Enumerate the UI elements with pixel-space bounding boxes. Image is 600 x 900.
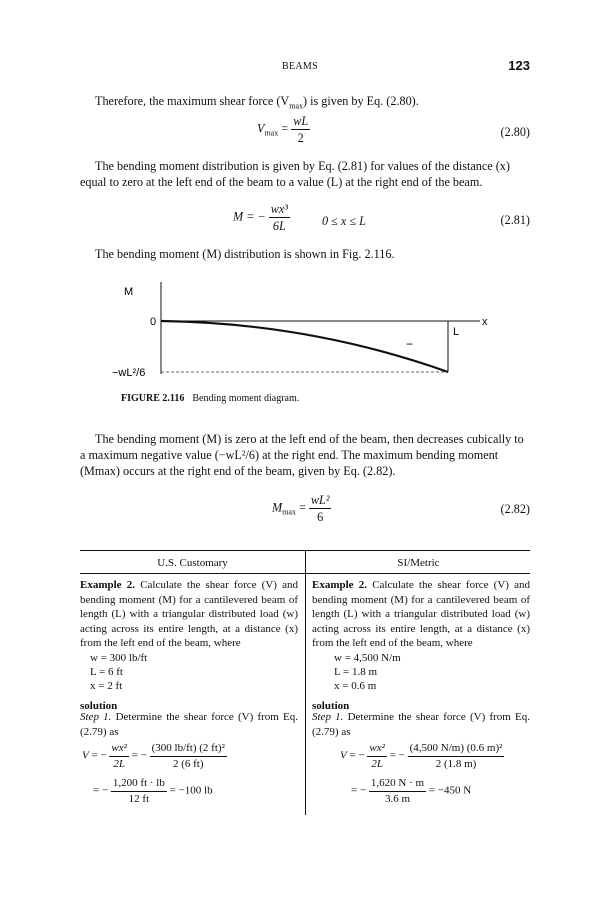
equation-2-82: $M_{max}$ = $\frac{\text{wL²}}{6}$ — [272, 493, 330, 524]
equation-number-2-81: (2.81) — [500, 213, 530, 227]
column-head-us: U.S. Customary — [157, 557, 228, 569]
figure-caption: FIGURE 2.116 Bending moment diagram. — [121, 393, 300, 404]
step-si: Step 1. Determine the shear force (V) from Eq. (2.79) as — [312, 711, 530, 738]
values-us: w = 300 lb/ft L = 6 ft x = 2 ft — [90, 652, 148, 692]
shear-eq1-si: V = − $\frac{\text{wx²}}{2L}$ = − $\frac{\text{(4,500 N/m) (0.6 m)²}}{2 (1.8 m)}$ — [340, 742, 503, 770]
sign-label: − — [406, 337, 414, 351]
bending-moment-diagram — [110, 278, 500, 398]
solution-label-us: solution — [80, 700, 118, 712]
example-us: Example 2. Calculate the shear force (V) and bending moment (M) for a cantilevered beam of length (L) with a triangular distributed load (w) acting across its entire length, at a distance (x) from the left end of the beam, where — [80, 579, 299, 649]
equation-number-2-82: (2.82) — [500, 502, 530, 516]
equation-2-81: M = − $\frac{\text{wx³}}{6L}$ — [233, 202, 288, 233]
shear-eq1-us: V = − $\frac{\text{wx²}}{2L}$ = − $\frac{\text{(300 lb/ft) (2 ft)²}}{2 (6 ft)}$ — [82, 742, 225, 770]
axis-y-label: M — [124, 286, 134, 298]
table-divider — [305, 550, 306, 815]
equation-2-81-range: 0 ≤ x ≤ L — [322, 214, 366, 228]
equation-number-2-80: (2.80) — [500, 125, 530, 139]
example-si: Example 2. Calculate the shear force (V) and bending moment (M) for a cantilevered beam of length (L) with a triangular distributed load (w) acting across its entire length, at a distance (x) from the left end of the beam, where — [312, 579, 531, 649]
paragraph-1: Therefore, the maximum shear force $(V_{max})$ is given by Eq. (2.80). — [95, 94, 419, 111]
length-label: L — [453, 326, 460, 338]
step-us: Step 1. Determine the shear force (V) from Eq. (2.79) as — [80, 711, 298, 738]
paragraph-3: The bending moment (M) distribution is shown in Fig. 2.116. — [95, 247, 395, 261]
page-number: 123 — [508, 58, 530, 73]
values-si: w = 4,500 N/m L = 1.8 m x = 0.6 m — [334, 652, 401, 692]
shear-eq2-us: = − $\frac{1,200 ft \cdot lb}{12 ft}$ = −100 lb — [93, 777, 213, 805]
solution-label-si: solution — [312, 700, 350, 712]
paragraph-4: The bending moment (M) is zero at the left end of the beam, then decreases cubically to a maximum negative value (−wL²/6) at the right end. The maximum bending moment (Mmax) occurs at the right end of the beam, given by Eq. (2.82). — [80, 432, 524, 478]
column-head-si: SI/Metric — [397, 557, 440, 569]
paragraph-2: The bending moment distribution is given by Eq. (2.81) for values of the distance (x) equal to zero at the left end of the beam to a value (L) at the right end of the beam. — [80, 159, 510, 189]
min-label: −wL²/6 — [112, 367, 146, 379]
moment-curve — [161, 321, 448, 372]
zero-label: 0 — [150, 316, 157, 328]
shear-eq2-si: = − $\frac{1,620 N \cdot m}{3.6 m}$ = −450 N — [351, 777, 472, 805]
equation-2-80: $V_{max}$ = $\frac{wL}{2}$ — [257, 114, 309, 145]
axis-x-label: x — [482, 316, 488, 328]
running-header: BEAMS — [282, 61, 318, 72]
